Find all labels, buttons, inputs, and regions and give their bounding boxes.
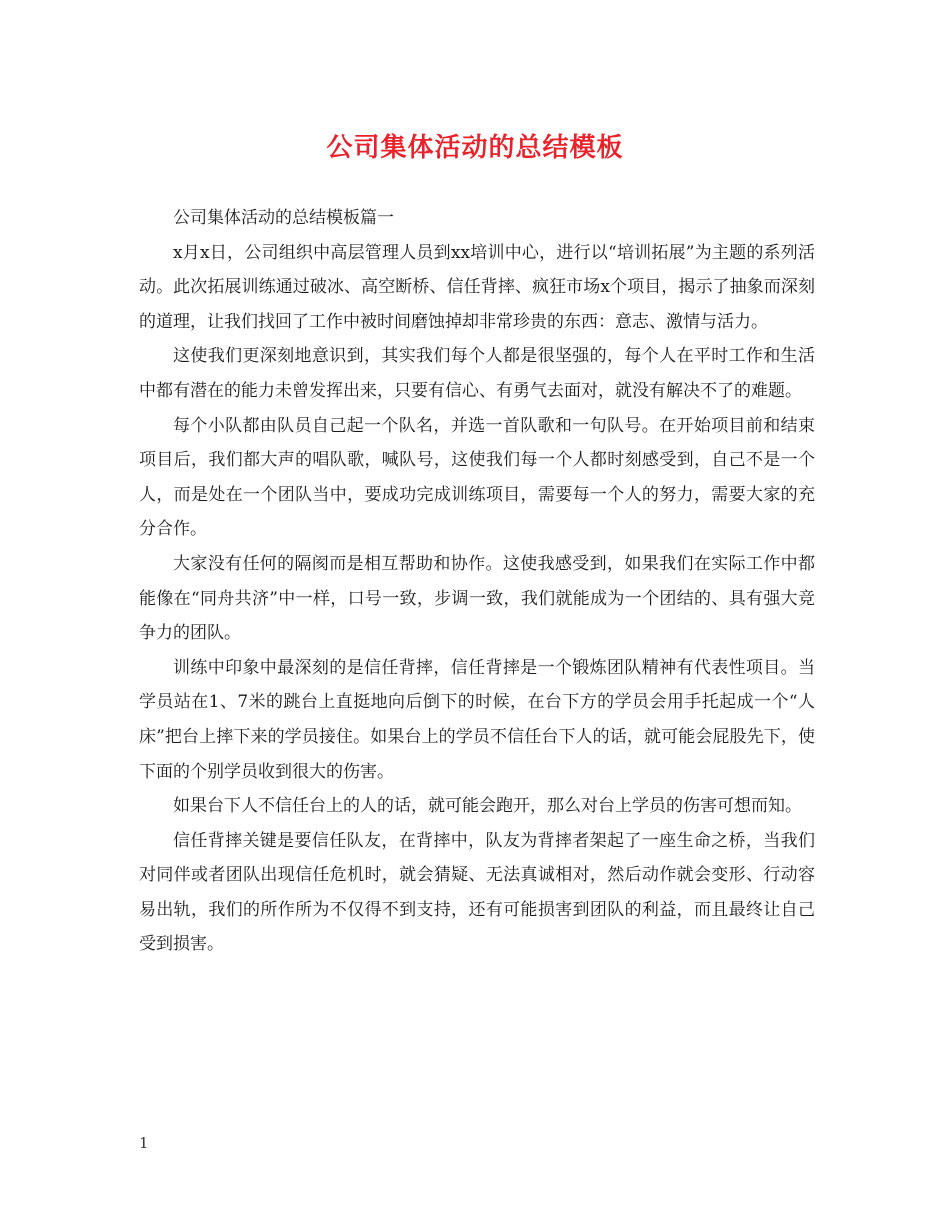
paragraph: 每个小队都由队员自己起一个队名，并选一首队歌和一句队号。在开始项目前和结束项目后，我们都大声的唱队歌，喊队号，这使我们每一个人都时刻感受到，自己不是一个人，而是处在一个团队当中，要成功完成训练项目，需要每一个人的努力，需要大家的充分合作。: [139, 415, 815, 540]
paragraph: 这使我们更深刻地意识到，其实我们每个人都是很坚强的，每个人在平时工作和生活中都有潜在的能力未曾发挥出来，只要有信心、有勇气去面对，就没有解决不了的难题。: [139, 346, 815, 401]
paragraph: 信任背摔关键是要信任队友，在背摔中，队友为背摔者架起了一座生命之桥，当我们对同伴或者团队出现信任危机时，就会猜疑、无法真诚相对，然后动作就会变形、行动容易出轨，我们的所作所为不仅得不到支持，还有可能损害到团队的利益，而且最终让自己受到损害。: [139, 830, 815, 955]
document-title: 公司集体活动的总结模板: [326, 133, 624, 163]
section-heading: 公司集体活动的总结模板篇一: [173, 208, 394, 228]
paragraph: 训练中印象中最深刻的是信任背摔，信任背摔是一个锻炼团队精神有代表性项目。当学员站在1、7米的跳台上直挺地向后倒下的时候，在台下方的学员会用手托起成一个“人床”把台上摔下来的学员接住。如果台上的学员不信任台下人的话，就可能会屁股先下，使下面的个别学员收到很大的伤害。: [139, 657, 815, 782]
paragraph: 如果台下人不信任台上的人的话，就可能会跑开，那么对台上学员的伤害可想而知。: [173, 796, 802, 817]
page-number: 1: [139, 1134, 149, 1152]
paragraph: 大家没有任何的隔阂而是相互帮助和协作。这使我感受到，如果我们在实际工作中都能像在“同舟共济”中一样，口号一致，步调一致，我们就能成为一个团结的、具有强大竞争力的团队。: [139, 553, 815, 644]
document-body: [139, 201, 815, 962]
paragraph: x月x日，公司组织中高层管理人员到xx培训中心，进行以“培训拓展”为主题的系列活动。此次拓展训练通过破冰、高空断桥、信任背摔、疯狂市场x个项目，揭示了抽象而深刻的道理，让我们找回了工作中被时间磨蚀掉却非常珍贵的东西：意志、激情与活力。: [139, 242, 815, 332]
